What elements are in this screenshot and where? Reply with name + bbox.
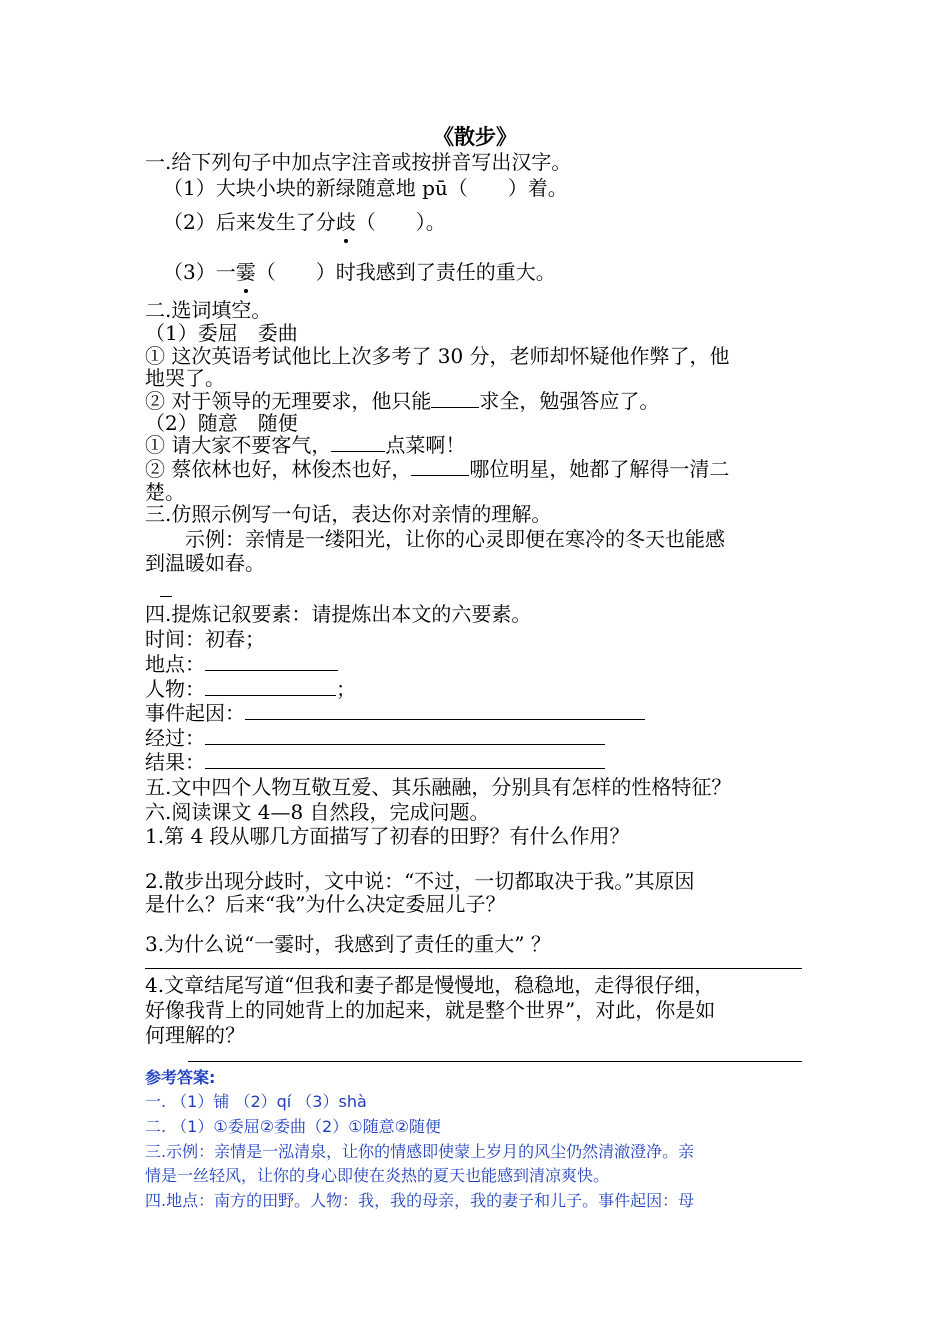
q6-part-4-cont2: 何理解的？	[145, 1023, 245, 1047]
q1-item-3-post: （ ）时我感到了责任的重大。	[255, 260, 556, 284]
cause-blank[interactable]	[245, 701, 645, 720]
q1-item-2-post: （ ）。	[355, 210, 446, 234]
q4-cause	[145, 701, 645, 725]
q3-heading: 三.仿照示例写一句话，表达你对亲情的理解。	[145, 502, 552, 526]
answer-4: 四.地点：南方的田野。人物：我，我的母亲，我的妻子和儿子。事件起因：母	[145, 1191, 695, 1210]
q2-group-1: （1）委屈 委曲	[145, 321, 298, 345]
dotted-char: 霎	[235, 260, 256, 284]
q6-heading: 六.阅读课文 4—8 自然段，完成问题。	[145, 800, 490, 824]
answers-heading: 参考答案:	[145, 1068, 216, 1087]
result-blank[interactable]	[205, 750, 605, 769]
q4-people-end: ；	[336, 677, 356, 701]
q2-sentence-3-pre: ① 请大家不要客气，	[145, 433, 332, 457]
answer-3-cont: 情是一丝轻风，让你的身心即使在炎热的夏天也能感到清凉爽快。	[145, 1166, 610, 1185]
q2-sentence-2-post: 求全，勉强答应了。	[479, 389, 660, 413]
q3-example-cont: 到温暖如春。	[145, 551, 265, 575]
q4-cause-label: 事件起因：	[145, 701, 245, 725]
q1-item-1: （1）大块小块的新绿随意地 pū（ ）着。	[163, 176, 568, 200]
q2-sentence-3-post: 点菜啊！	[385, 433, 466, 457]
q2-sentence-2	[145, 389, 659, 413]
q1-item-3	[163, 260, 556, 284]
q4-process-label: 经过：	[145, 726, 205, 750]
q1-item-2-pre: （2）后来发生了分	[163, 210, 336, 234]
place-blank[interactable]	[205, 652, 338, 671]
answer-2: 二. （1）①委屈②委曲（2）①随意②随便	[145, 1117, 441, 1136]
q2-sentence-3	[145, 433, 465, 457]
q1-item-3-pre: （3）一	[163, 260, 236, 284]
process-blank[interactable]	[205, 726, 605, 745]
q2-sentence-1: ① 这次英语考试他比上次多考了 30 分，老师却怀疑他作弊了，他	[145, 344, 730, 368]
q2-sentence-4-cont: 楚。	[145, 480, 185, 504]
q4-place-label: 地点：	[145, 652, 205, 676]
q2-sentence-4-pre: ② 蔡依林也好，林俊杰也好，	[145, 457, 412, 481]
q4-heading: 四.提炼记叙要素：请提炼出本文的六要素。	[145, 602, 532, 626]
answer-1: 一. （1）铺 （2）qí （3）shà	[145, 1092, 367, 1111]
q6-part-4-cont: 好像我背上的同她背上的加起来，就是整个世界”，对此，你是如	[145, 998, 716, 1022]
q2-sentence-2-pre: ② 对于领导的无理要求，他只能	[145, 389, 432, 413]
q4-people-label: 人物：	[145, 677, 205, 701]
dotted-char: 歧	[335, 210, 356, 234]
answer-line[interactable]	[188, 1061, 802, 1062]
q1-heading: 一.给下列句子中加点字注音或按拼音写出汉字。	[145, 150, 572, 174]
fill-blank[interactable]	[331, 433, 385, 452]
answer-line[interactable]	[145, 968, 802, 969]
people-blank[interactable]	[205, 677, 336, 696]
q6-part-4: 4.文章结尾写道“但我和妻子都是慢慢地，稳稳地，走得很仔细，	[145, 973, 715, 997]
q6-part-3: 3.为什么说“一霎时，我感到了责任的重大” ？	[145, 932, 551, 956]
q2-sentence-1-cont: 地哭了。	[145, 366, 225, 390]
answer-3: 三.示例：亲情是一泓清泉，让你的情感即使蒙上岁月的风尘仍然清澈澄净。亲	[145, 1142, 695, 1161]
q4-time: 时间：初春；	[145, 627, 265, 651]
q2-heading: 二.选词填空。	[145, 298, 272, 322]
q2-group-2: （2）随意 随便	[145, 411, 298, 435]
q4-place	[145, 652, 338, 676]
q3-example: 示例：亲情是一缕阳光，让你的心灵即便在寒冷的冬天也能感	[145, 527, 725, 551]
q5-heading: 五.文中四个人物互敬互爱、其乐融融，分别具有怎样的性格特征？	[145, 775, 732, 799]
fill-blank[interactable]	[411, 457, 469, 476]
answer-line[interactable]	[160, 596, 172, 597]
q4-result-label: 结果：	[145, 750, 205, 774]
q6-part-2: 2.散步出现分歧时，文中说：“不过，一切都取决于我。”其原因	[145, 869, 695, 893]
q4-people	[145, 677, 356, 701]
q4-result	[145, 750, 605, 774]
q2-sentence-4	[145, 457, 729, 481]
q2-sentence-4-post: 哪位明星，她都了解得一清二	[469, 457, 730, 481]
fill-blank[interactable]	[431, 389, 479, 408]
q4-process	[145, 726, 605, 750]
q6-part-1: 1.第 4 段从哪几方面描写了初春的田野？有什么作用？	[145, 824, 630, 848]
q1-item-2	[163, 210, 446, 234]
page-title: 《散步》	[433, 124, 517, 149]
q6-part-2-cont: 是什么？后来“我”为什么决定委屈儿子？	[145, 892, 506, 916]
